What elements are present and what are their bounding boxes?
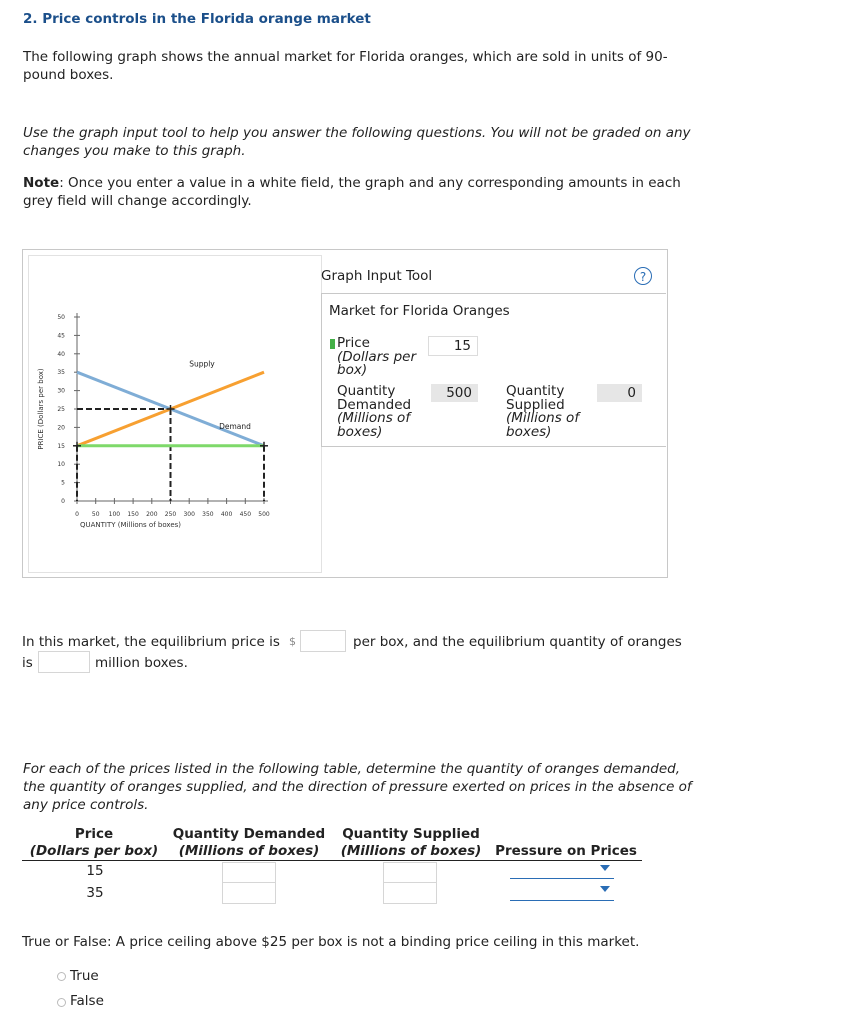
eq-quantity-input[interactable]	[38, 651, 90, 673]
y-tick-label: 10	[57, 461, 65, 469]
note-text: Note: Once you enter a value in a white field, the graph and any corresponding amounts in each grey field will change accordingly.	[23, 175, 681, 209]
price-label: Price (Dollars per box)	[337, 335, 416, 378]
price-input[interactable]: 15	[428, 336, 478, 356]
x-tick-label: 0	[75, 511, 79, 518]
pressure-dropdown-row2[interactable]	[510, 886, 614, 901]
quantity-demanded-field: 500	[431, 384, 478, 402]
x-tick-label: 250	[164, 511, 177, 518]
pressure-dropdown-row1[interactable]	[510, 864, 614, 879]
y-tick-label: 50	[57, 314, 65, 321]
graph-area[interactable]	[28, 255, 322, 573]
quantity-supplied-label: Quantity Supplied (Millions of boxes)	[506, 383, 580, 440]
x-tick-label: 500	[258, 511, 270, 518]
table-instruction: For each of the prices listed in the following table, determine the quantity of oranges demanded, the quantity of oranges supplied, and the direction of pressure exerted on prices in the absence of any price controls.	[23, 761, 692, 813]
y-tick-label: 40	[57, 350, 65, 358]
eq-price-input[interactable]	[300, 630, 346, 652]
price-chart[interactable]	[29, 256, 321, 572]
y-tick-label: 45	[57, 332, 65, 340]
option-false-label[interactable]: False	[70, 993, 104, 1009]
y-tick-label: 30	[57, 387, 65, 395]
eq-is-text: is	[22, 655, 33, 671]
radio-true[interactable]	[57, 972, 66, 981]
x-tick-label: 100	[108, 511, 121, 518]
row-price-15: 15	[86, 863, 104, 879]
table-header-rule	[22, 860, 642, 861]
dropdown-arrow-icon	[600, 886, 610, 892]
y-tick-label: 0	[61, 498, 65, 505]
dollar-sign: $	[289, 635, 296, 648]
header-quantity-supplied: Quantity Supplied (Millions of boxes)	[340, 826, 482, 859]
qs-input-row1[interactable]	[383, 862, 437, 884]
radio-false[interactable]	[57, 998, 66, 1007]
quantity-supplied-field: 0	[597, 384, 642, 402]
y-tick-label: 35	[57, 369, 65, 377]
x-tick-label: 350	[202, 511, 214, 518]
qd-input-row2[interactable]	[222, 882, 276, 904]
eq-million-text: million boxes.	[95, 655, 188, 671]
x-axis-label: QUANTITY (Millions of boxes)	[80, 521, 182, 529]
price-line-marker-icon	[330, 339, 335, 349]
option-true-label[interactable]: True	[70, 968, 99, 984]
eq-quantity-text: per box, and the equilibrium quantity of oranges	[353, 634, 682, 650]
dropdown-arrow-icon	[600, 865, 610, 871]
intro-text: The following graph shows the annual market for Florida oranges, which are sold in units of 90- pound boxes.	[23, 49, 668, 83]
market-title: Market for Florida Oranges	[329, 303, 510, 319]
y-tick-label: 25	[57, 406, 65, 413]
graph-input-tool-title: Graph Input Tool	[321, 268, 433, 284]
supply-label: Supply	[189, 359, 215, 369]
qd-input-row1[interactable]	[222, 862, 276, 884]
y-axis-label: PRICE (Dollars per box)	[37, 368, 45, 450]
x-tick-label: 300	[183, 511, 195, 518]
header-price: Price (Dollars per box)	[29, 826, 159, 859]
y-tick-label: 15	[57, 442, 65, 450]
header-quantity-demanded: Quantity Demanded (Millions of boxes)	[172, 826, 326, 859]
instruction-text: Use the graph input tool to help you answer the following questions. You will not be graded on any changes you make to this graph.	[23, 125, 691, 159]
header-pressure: Pressure on Prices	[495, 843, 637, 859]
eq-price-text: In this market, the equilibrium price is	[22, 634, 280, 650]
x-tick-label: 400	[220, 511, 233, 518]
help-icon[interactable]: ?	[634, 267, 652, 285]
x-tick-label: 150	[127, 511, 139, 518]
x-tick-label: 200	[146, 511, 158, 518]
y-tick-label: 20	[57, 424, 65, 432]
demand-label: Demand	[219, 422, 251, 432]
question-title: 2. Price controls in the Florida orange market	[23, 11, 371, 27]
tf-question: True or False: A price ceiling above $25 per box is not a binding price ceiling in this market.	[22, 934, 640, 950]
quantity-demanded-label: Quantity Demanded (Millions of boxes)	[337, 383, 412, 440]
qs-input-row2[interactable]	[383, 882, 437, 904]
x-tick-label: 450	[239, 511, 252, 518]
row-price-35: 35	[86, 885, 104, 901]
y-tick-label: 5	[61, 479, 65, 487]
x-tick-label: 50	[91, 511, 100, 518]
